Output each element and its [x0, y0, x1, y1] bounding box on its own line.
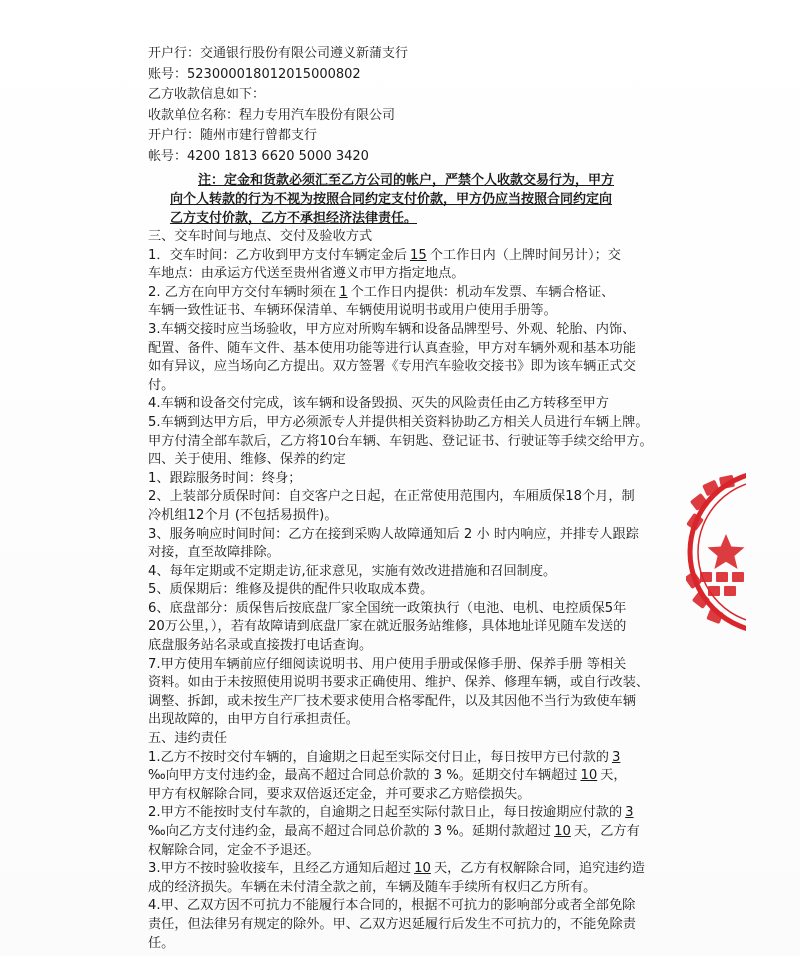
s3-clause-3-line-2: 配置、备件、随车文件、基本使用功能等进行认真查验，甲方对车辆外观和基本功能 [148, 340, 636, 356]
party-a-account: 账号：523000018012015000802 [148, 66, 361, 82]
s3-p2-text-b: 个工作日内提供：机动车发票、车辆合格证、 [350, 284, 615, 300]
payment-note [148, 171, 668, 228]
s5-p3-text-a: 3.甲方不按时验收接车，且经乙方通知后超过 [148, 861, 412, 877]
s5-p1-text-c: 天， [600, 768, 627, 784]
company-seal [686, 468, 746, 636]
section-4 [148, 451, 668, 730]
delay-days-1: 10 [580, 768, 598, 784]
penalty-rate-1: 3 [611, 749, 621, 765]
s5-clause-2-line-3: 权解除合同，定金不予退还。 [148, 842, 320, 858]
seal-center-text [700, 572, 744, 596]
s5-clause-4-line-3: 任。 [148, 935, 175, 951]
section-5-title: 五、违约责任 [148, 731, 228, 747]
s5-p2-text-c: 天，乙方有 [573, 824, 640, 839]
s3-p1-text-b: 个工作日内（上牌时间另计）；交 [429, 247, 621, 263]
seal-glyph [706, 608, 723, 624]
seal-glyph [708, 586, 720, 596]
s3-clause-4: 4.车辆和设备交付完成，该车辆和设备毁损、灭失的风险责任由乙方转移至甲方 [148, 396, 609, 412]
s4-clause-7-line-4: 出现故障的，由甲方自行承担责任。 [148, 712, 359, 728]
seal-glyph [732, 572, 744, 582]
document-days: 1 [339, 284, 348, 300]
s3-clause-3-line-1: 3.车辆交接时应当场验收，甲方应对所购车辆和设备品牌型号、外观、轮胎、内饰、 [148, 321, 636, 337]
s5-clause-4-line-1: 4.甲、乙双方因不可抗力不能履行本合同的，根据不可抗力的影响部分或者全部免除 [148, 898, 636, 914]
s5-p1-text-b: ‰向甲方支付违约金，最高不超过合同总价款的 3 %。延期交付车辆超过 [148, 768, 578, 784]
s4-clause-2-line-1: 2、上装部分质保时间：自交客户之日起，在正常使用范围内，车厢质保18个月，制 [148, 489, 635, 505]
s4-clause-1: 1、跟踪服务时间：终身； [148, 470, 302, 486]
s5-clause-1-line-3: 甲方有权解除合同，要求双倍返还定金，并可要求乙方赔偿损失。 [148, 786, 531, 802]
s3-clause-2-line-2: 车辆一致性证书、车辆环保清单、车辆使用说明书或用户使用手册等。 [148, 303, 557, 319]
contract-content [148, 44, 668, 953]
delay-days-3: 10 [414, 861, 431, 877]
penalty-rate-2: 3 [625, 805, 634, 821]
s3-clause-3-line-4: 付。 [148, 377, 175, 393]
section-4-title: 四、关于使用、维修、保养的约定 [148, 452, 346, 468]
s4-clause-3-line-2: 对接，直至故障排除。 [148, 545, 280, 561]
s4-clause-6-line-3: 底盘服务站名录或直接拨打电话查询。 [148, 638, 373, 654]
note-line-3: 乙方支付价款，乙方不承担经济法律责任。 [170, 211, 418, 226]
s5-clause-2-line-2 [148, 823, 668, 842]
s3-clause-1-line-2: 车地点：由承运方代送至贵州省遵义市甲方指定地点。 [148, 266, 465, 282]
s4-clause-6-line-1: 6、底盘部分：质保售后按底盘厂家全国统一政策执行（电池、电机、电控质保5年 [148, 600, 627, 616]
s5-p1-text-a: 1.乙方不按时交付车辆的，自逾期之日起至实际交付日止，每日按甲方已付款的 [148, 749, 609, 765]
s4-clause-5: 5、质保期后：维修及提供的配件只收取成本费。 [148, 582, 434, 598]
s4-clause-6-line-2: 20万公里，），若有故障请到底盘厂家在就近服务站维修，具体地址详见随车发送的 [148, 619, 627, 635]
payee-name: 收款单位名称：程力专用汽车股份有限公司 [148, 107, 396, 123]
s3-clause-5-line-1: 5.车辆到达甲方后，甲方必须派专人并提供相关资料协助乙方相关人员进行车辆上牌。 [148, 414, 649, 430]
s5-clause-1-line-1 [148, 749, 668, 768]
party-b-header: 乙方收款信息如下： [148, 87, 266, 102]
s4-clause-7-line-1: 7.甲方使用车辆前应仔细阅读说明书、用户使用手册或保修手册、保养手册 等相关 [148, 656, 627, 672]
s5-clause-3-line-1 [148, 860, 668, 879]
s5-clause-2-line-1 [148, 804, 668, 823]
s5-clause-3-line-2: 成的经济损失。车辆在未付清全款之前，车辆及随车手续所有权归乙方所有。 [148, 879, 597, 895]
bank-info-block [148, 44, 668, 167]
note-line-1: 注：定金和货款必须汇至乙方公司的帐户，严禁个人收款交易行为，甲方 [198, 173, 615, 188]
s4-clause-7-line-2: 资料。如由于未按照使用说明书要求正确使用、维护、保养、修理车辆，或自行改装、 [148, 675, 650, 691]
delivery-days: 15 [409, 247, 427, 263]
s4-clause-3-line-1: 3、服务响应时间时间：乙方在接到采购人故障通知后 2 小 时内响应，并排专人跟踪 [148, 526, 639, 542]
section-5 [148, 730, 668, 953]
seal-glyph [724, 586, 736, 596]
s3-p2-text-a: 2. 乙方在向甲方交付车辆时须在 [148, 284, 337, 300]
seal-star [708, 534, 745, 569]
party-b-account: 帐号：4200 1813 6620 5000 3420 [148, 148, 369, 164]
delay-days-2: 10 [554, 824, 571, 839]
s5-clause-1-line-2 [148, 767, 668, 786]
seal-glyph [716, 572, 728, 582]
s3-clause-3-line-3: 如有异议，应当场向乙方提出。双方签署《专用汽车验收交接书》即为该车辆正式交 [148, 359, 636, 375]
s3-clause-5-line-2: 甲方付清全部车款后，乙方将10台车辆、车钥匙、登记证书、行驶证等手续交给甲方。 [148, 433, 653, 449]
s3-clause-1-line-1 [148, 247, 668, 266]
s5-clause-4-line-2: 责任，但法律另有规定的除外。甲、乙双方迟延履行后发生不可抗力的，不能免除责 [148, 916, 636, 932]
note-line-2: 向个人转款的行为不视为按照合同约定支付价款，甲方仍应当按照合同约定向 [170, 192, 613, 207]
section-3 [148, 228, 668, 451]
s3-clause-2-line-1 [148, 284, 668, 303]
seal-glyph [719, 475, 735, 490]
s3-p1-text-a: 1．交车时间：乙方收到甲方支付车辆定金后 [148, 247, 407, 263]
seal-glyph [692, 591, 710, 609]
party-a-open-bank: 开户行：交通银行股份有限公司遵义新蒲支行 [148, 46, 409, 61]
s4-clause-7-line-3: 调整、拆卸，或未按生产厂技术要求使用合格零配件，以及其因他不当行为致使车辆 [148, 693, 636, 709]
s4-clause-4: 4、每年定期或不定期走访,征求意见，实施有效改进措施和召回制度。 [148, 563, 557, 579]
section-3-title: 三、交车时间与地点、交付及验收方式 [148, 229, 373, 244]
seal-graphic [686, 468, 746, 636]
seal-glyph [700, 572, 712, 582]
party-b-open-bank: 开户行：随州市建行曾都支行 [148, 128, 318, 143]
s4-clause-2-line-2: 冷机组12个月 (不包括易损件)。 [148, 507, 338, 523]
s5-p2-text-a: 2.甲方不能按时支付车款的，自逾期之日起至实际付款日止，每日按逾期应付款的 [148, 805, 623, 821]
s5-p3-text-b: 天，乙方有权解除合同，追究违约造 [433, 861, 645, 877]
s5-p2-text-b: ‰向乙方支付违约金，最高不超过合同总价款的 3 %。延期付款超过 [148, 824, 552, 839]
